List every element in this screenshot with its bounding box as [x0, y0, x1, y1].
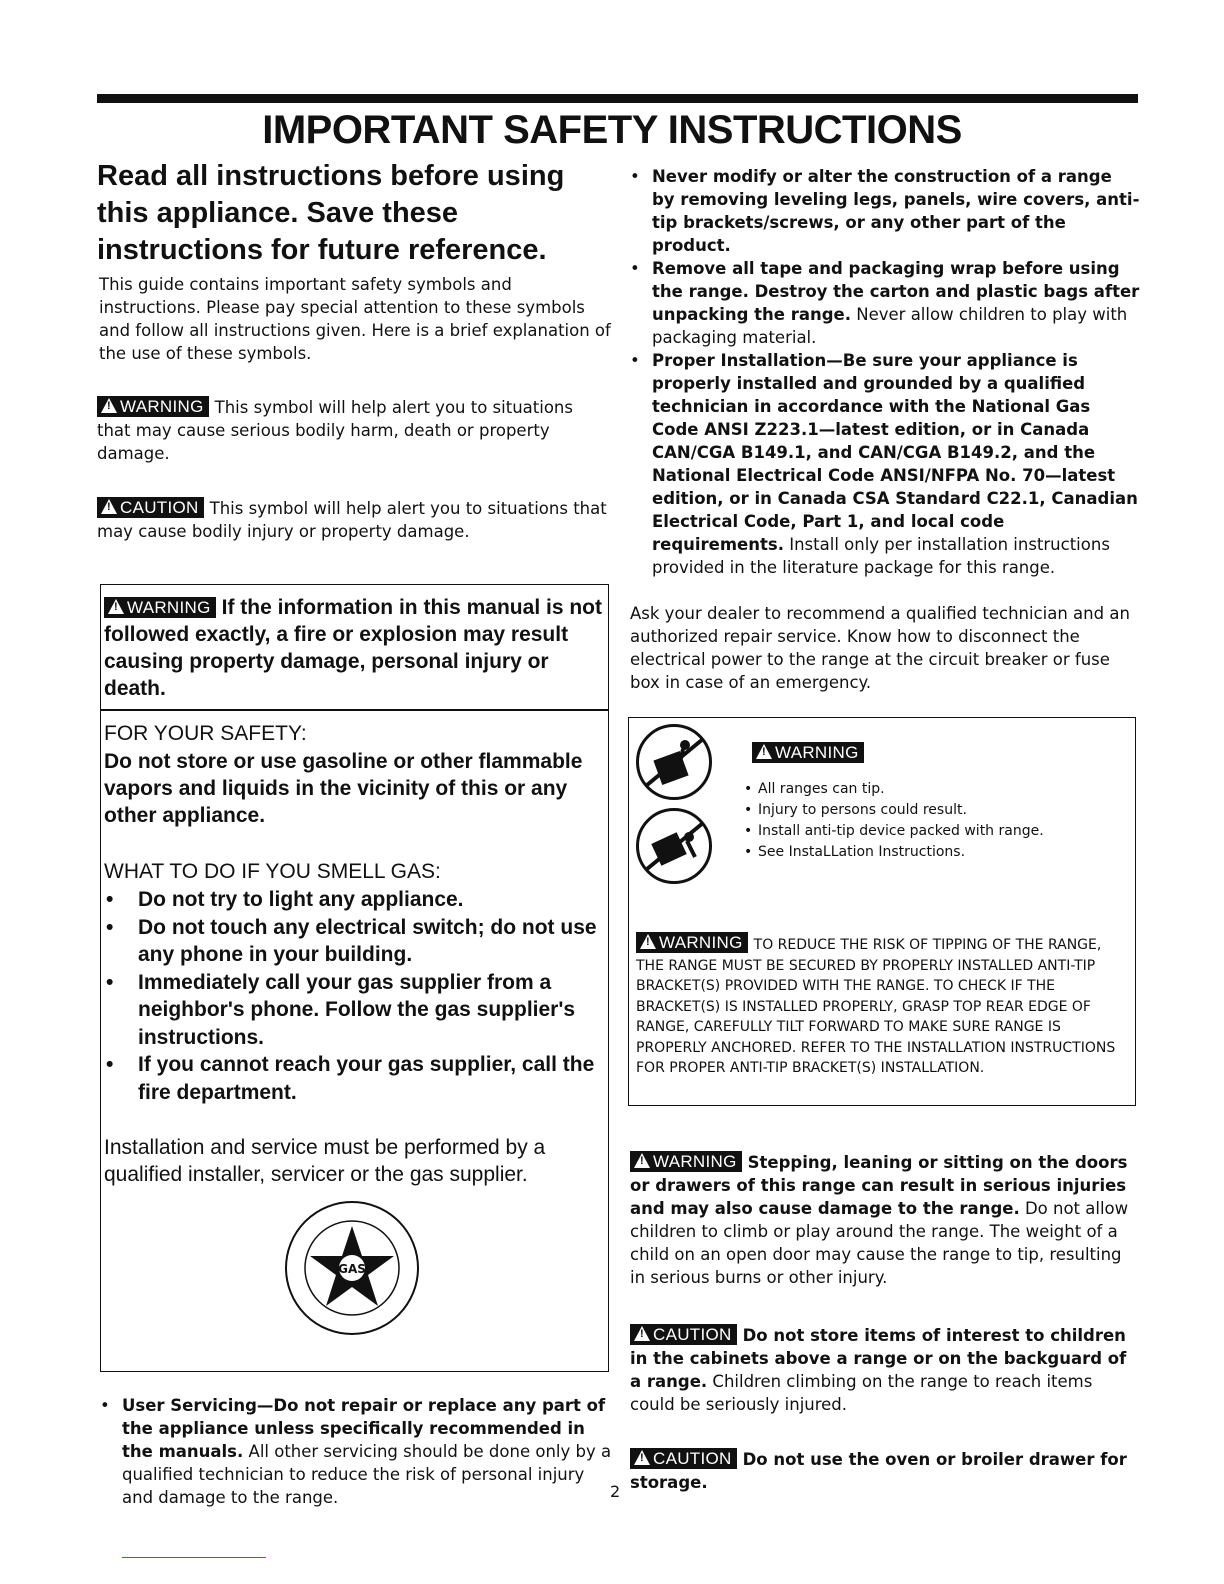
smell-gas-heading: WHAT TO DO IF YOU SMELL GAS: [104, 860, 441, 883]
bullet-bold: Never modify or alter the construction of a range by removing leveling legs, panels, wire covers, anti-tip brackets/screws, or any other part of the product. [652, 167, 1140, 255]
intro-body: This guide contains important safety symbols and instructions. Please pay special attention to these symbols and follow all instructions given. Here is a brief explanation of the use of these symbols. [99, 275, 611, 363]
warning-badge [630, 1151, 742, 1172]
list-item [628, 257, 1140, 349]
alert-triangle-icon [634, 1153, 650, 1168]
alert-triangle-icon [634, 1326, 650, 1341]
list-item [628, 349, 1140, 579]
fire-warning [104, 594, 604, 702]
range-tip-graphic [639, 727, 709, 797]
warning-badge-label: WARNING [127, 598, 211, 617]
intro-heading: Read all instructions before using this appliance. Save these instructions for future reference. [97, 160, 565, 266]
warning-badge-label: WARNING [659, 933, 743, 952]
warning-badge [97, 396, 209, 417]
bullet-text: Install only per installation instructions provided in the literature package for this range. [652, 535, 1110, 577]
list-item: • See InstaLLation Instructions. [742, 842, 1122, 863]
list-item [628, 165, 1140, 257]
alert-triangle-icon [101, 499, 117, 514]
aga-seal-lettering [0, 0, 1, 1]
list-item [98, 1394, 613, 1509]
child-tip-graphic [639, 811, 709, 881]
list-item: • Do not touch any electrical switch; do not use any phone in your building. [104, 914, 604, 969]
alert-triangle-icon [634, 1450, 650, 1465]
caution-badge [97, 497, 204, 518]
warning-symbol-text: This symbol will help alert you to situations that may cause serious bodily harm, death or property damage. [97, 398, 573, 463]
list-item: • All ranges can tip. [742, 779, 1122, 800]
page-title: IMPORTANT SAFETY INSTRUCTIONS [262, 108, 962, 152]
bullet-bold: Remove all tape and packaging wrap before using the range. Destroy the carton and plastic bags after unpacking the range. [652, 259, 1140, 324]
list-item: • Do not try to light any appliance. [104, 886, 604, 914]
child-tip-icon [636, 808, 712, 884]
svg-text:GAS: GAS [338, 1262, 366, 1276]
anti-tip-warning-text: TO REDUCE THE RISK OF TIPPING OF THE RANGE, THE RANGE MUST BE SECURED BY PROPERLY INSTALLED ANTI-TIP BRACKET(S) PROVIDED WITH THE RANGE. TO CHECK IF THE BRACKET(S) IS INSTALLED PROPERLY, GRASP TOP REAR EDGE OF RANGE, CAREFULLY TILT FORWARD TO MAKE SURE RANGE IS PROPERLY ANCHORED. REFER TO THE INSTALLATION INSTRUCTIONS FOR PROPER ANTI-TIP BRACKET(S) INSTALLATION. [636, 937, 1116, 1076]
bullet-bold: Proper Installation—Be sure your appliance is properly installed and grounded by a qualified technician in accordance with the National Gas Code ANSI Z223.1—latest edition, or in Canada CAN/CGA B149.1, and CAN/CGA B149.2, and the National Electrical Code ANSI/NFPA No. 70—latest edition, or in Canada CSA Standard C22.1, Canadian Electrical Code, Part 1, and local code requirements. [652, 351, 1138, 554]
list-item: • Install anti-tip device packed with range. [742, 821, 1122, 842]
stepping-bold: Stepping, leaning or sitting on the doors or drawers of this range can result in serious injuries and may also cause damage to the range. [630, 1153, 1128, 1218]
page-number: 2 [610, 1482, 621, 1501]
alert-triangle-icon [640, 934, 656, 949]
storage-bold: Do not use the oven or broiler drawer for storage. [630, 1450, 1127, 1492]
cabinets-bold: Do not store items of interest to children in the cabinets above a range or on the backguard of a range. [630, 1326, 1127, 1391]
caution-badge-label: CAUTION [653, 1325, 732, 1344]
list-item: • Injury to persons could result. [742, 800, 1122, 821]
install-text: Installation and service must be performed by a qualified installer, servicer or the gas supplier. [104, 1136, 546, 1186]
tip-warning-badge-wrap [752, 742, 870, 763]
warning-badge-label: WARNING [120, 397, 204, 416]
list-item: • If you cannot reach your gas supplier, call the fire department. [104, 1051, 604, 1106]
dealer-text: Ask your dealer to recommend a qualified technician and an authorized repair service. Know how to disconnect the electrical power to the range at the circuit breaker or fuse box in case of an emergency. [630, 604, 1130, 692]
caution-badge [630, 1324, 737, 1345]
alert-triangle-icon [108, 599, 124, 614]
list-item: • Immediately call your gas supplier from a neighbor's phone. Follow the gas supplier's instructions. [104, 969, 604, 1052]
warning-badge [636, 932, 748, 953]
cabinets-caution [630, 1324, 1130, 1416]
stepping-text: Do not allow children to climb or play around the range. The weight of a child on an open door may cause the range to tip, resulting in serious burns or other injury. [630, 1199, 1129, 1287]
caution-symbol-text: This symbol will help alert you to situations that may cause bodily injury or property damage. [97, 499, 607, 541]
safety-heading: FOR YOUR SAFETY: [104, 722, 307, 745]
cabinets-text: Children climbing on the range to reach items could be seriously injured. [630, 1372, 1093, 1414]
caution-badge-label: CAUTION [653, 1449, 732, 1468]
user-servicing-bold: User Servicing—Do not repair or replace any part of the appliance unless specifically recommended in the manuals. [122, 1396, 606, 1461]
warning-symbol-explanation [97, 396, 607, 465]
anti-tip-warning [636, 932, 1130, 1079]
caution-symbol-explanation [97, 497, 607, 543]
caution-badge [630, 1448, 737, 1469]
storage-caution [630, 1448, 1135, 1494]
user-servicing-text: All other servicing should be done only by a qualified technician to reduce the risk of personal injury and damage to the range. [122, 1442, 612, 1507]
smell-gas-list [104, 886, 604, 1106]
warning-badge [752, 742, 864, 763]
alert-triangle-icon [756, 744, 772, 759]
range-tip-icon [636, 724, 712, 800]
user-servicing [98, 1394, 613, 1509]
safety-text: Do not store or use gasoline or other flammable vapors and liquids in the vicinity of this or any other appliance. [104, 750, 583, 827]
warning-badge-label: WARNING [653, 1152, 737, 1171]
anti-tip-list [742, 779, 1122, 863]
footer-rule [122, 1557, 266, 1558]
aga-seal-graphic [282, 1198, 422, 1338]
bullet-text: Never allow children to play with packaging material. [652, 305, 1128, 347]
caution-badge-label: CAUTION [120, 498, 199, 517]
stepping-warning [630, 1151, 1140, 1289]
right-bullet-list [628, 165, 1140, 579]
fire-warning-text: If the information in this manual is not followed exactly, a fire or explosion may result causing property damage, personal injury or death. [104, 596, 602, 700]
aga-certified-seal [282, 1198, 422, 1338]
warning-badge-label: WARNING [775, 743, 859, 762]
warning-badge [104, 597, 216, 618]
top-rule [97, 94, 1138, 103]
alert-triangle-icon [101, 398, 117, 413]
